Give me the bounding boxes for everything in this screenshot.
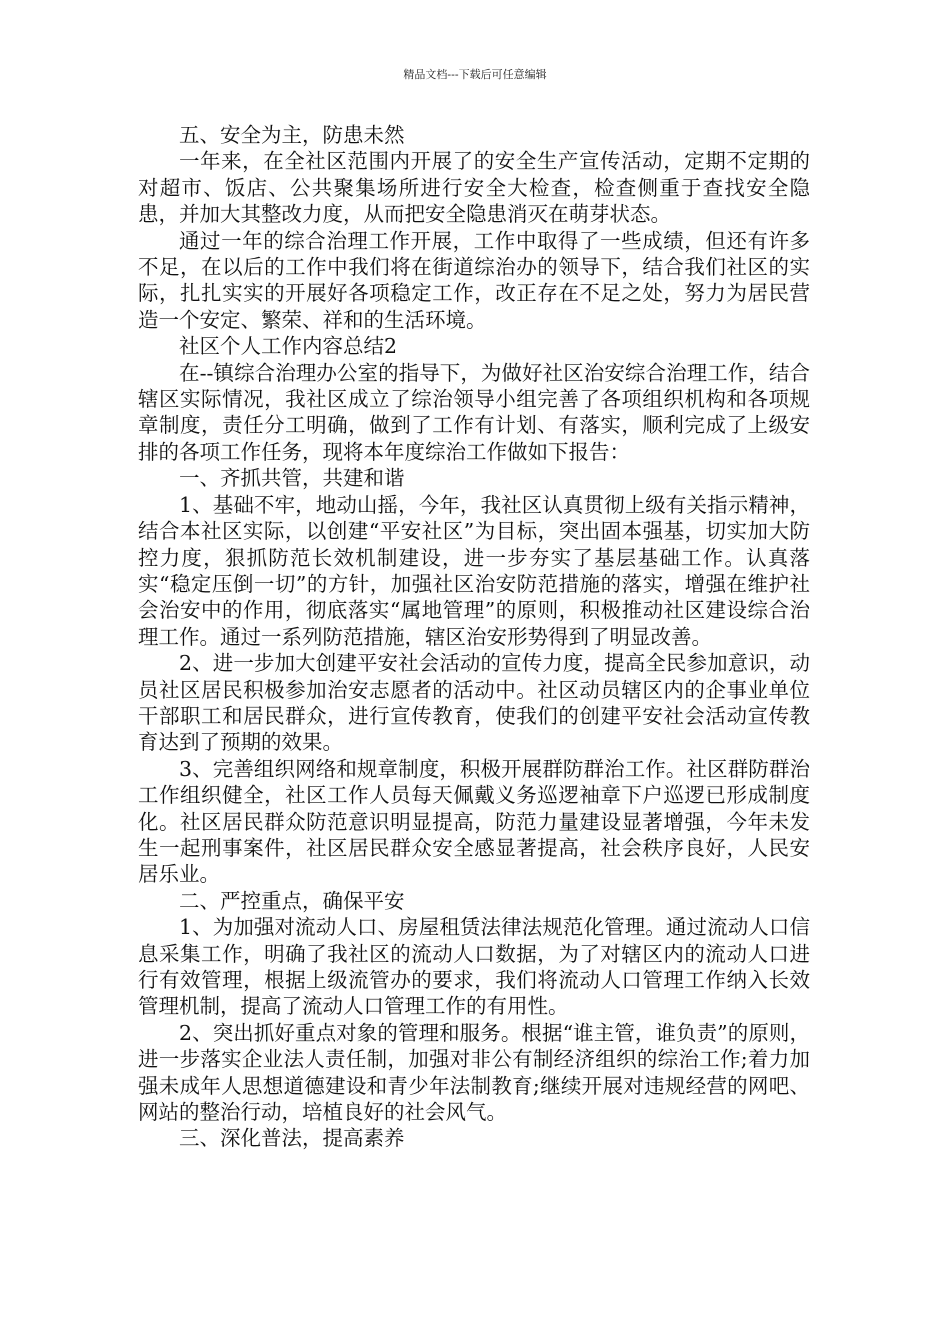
section-heading-1: 一、齐抓共管，共建和谐 — [179, 466, 405, 491]
section-heading-2: 二、严控重点，确保平安 — [179, 888, 405, 913]
section-heading-5: 五、安全为主，防患未然 — [179, 123, 405, 147]
paragraph: 2、突出抓好重点对象的管理和服务。根据“谁主管，谁负责”的原则，进一步落实企业法人责任制，加强对非公有制经济组织的综治工作;着力加强未成年人思想道德建设和青少年法制教育;继续开展对违规经营的网吧、网站的整治行动，培植良好的社会风气。 — [138, 1020, 810, 1125]
document-title: 社区个人工作内容总结2 — [179, 334, 398, 359]
paragraph: 1、为加强对流动人口、房屋租赁法律法规范化管理。通过流动人口信息采集工作，明确了我社区的流动人口数据，为了对辖区内的流动人口进行有效管理，根据上级流管办的要求，我们将流动人口管理工作纳入长效管理机制，提高了流动人口管理工作的有用性。 — [138, 915, 810, 1019]
paragraph: 1、基础不牢，地动山摇，今年，我社区认真贯彻上级有关指示精神，结合本社区实际，以创建“平安社区”为目标，突出固本强基，切实加大防控力度，狠抓防范长效机制建设，进一步夯实了基层基础工作。认真落实“稳定压倒一切”的方针，加强社区治安防范措施的落实，增强在维护社会治安中的作用，彻底落实“属地管理”的原则，积极推动社区建设综合治理工作。通过一系列防范措施，辖区治安形势得到了明显改善。 — [138, 492, 810, 649]
paragraph: 在--镇综合治理办公室的指导下，为做好社区治安综合治理工作，结合辖区实际情况，我社区成立了综治领导小组完善了各项组织机构和各项规章制度，责任分工明确，做到了工作有计划、有落实，顺利完成了上级安排的各项工作任务，现将本年度综治工作做如下报告： — [138, 360, 810, 464]
paragraph: 通过一年的综合治理工作开展，工作中取得了一些成绩，但还有许多不足，在以后的工作中我们将在街道综治办的领导下，结合我们社区的实际，扎扎实实的开展好各项稳定工作，改正存在不足之处，努力为居民营造一个安定、繁荣、祥和的生活环境。 — [138, 228, 810, 332]
paragraph: 一年来，在全社区范围内开展了的安全生产宣传活动，定期不定期的对超市、饭店、公共聚集场所进行安全大检查，检查侧重于查找安全隐患，并加大其整改力度，从而把安全隐患消灭在萌芽状态。 — [138, 149, 810, 227]
page-header: 精品文档---下载后可任意编辑 — [403, 68, 547, 81]
document-body — [138, 122, 810, 1152]
section-heading-3: 三、深化普法，提高素养 — [179, 1126, 405, 1151]
paragraph: 3、完善组织网络和规章制度，积极开展群防群治工作。社区群防群治工作组织健全，社区工作人员每天佩戴义务巡逻袖章下户巡逻已形成制度化。社区居民群众防范意识明显提高，防范力量建设显著增强，今年未发生一起刑事案件，社区居民群众安全感显著提高，社会秩序良好，人民安居乐业。 — [138, 756, 810, 887]
paragraph: 2、进一步加大创建平安社会活动的宣传力度，提高全民参加意识，动员社区居民积极参加治安志愿者的活动中。社区动员辖区内的企事业单位干部职工和居民群众，进行宣传教育，使我们的创建平安社会活动宣传教育达到了预期的效果。 — [138, 651, 810, 755]
